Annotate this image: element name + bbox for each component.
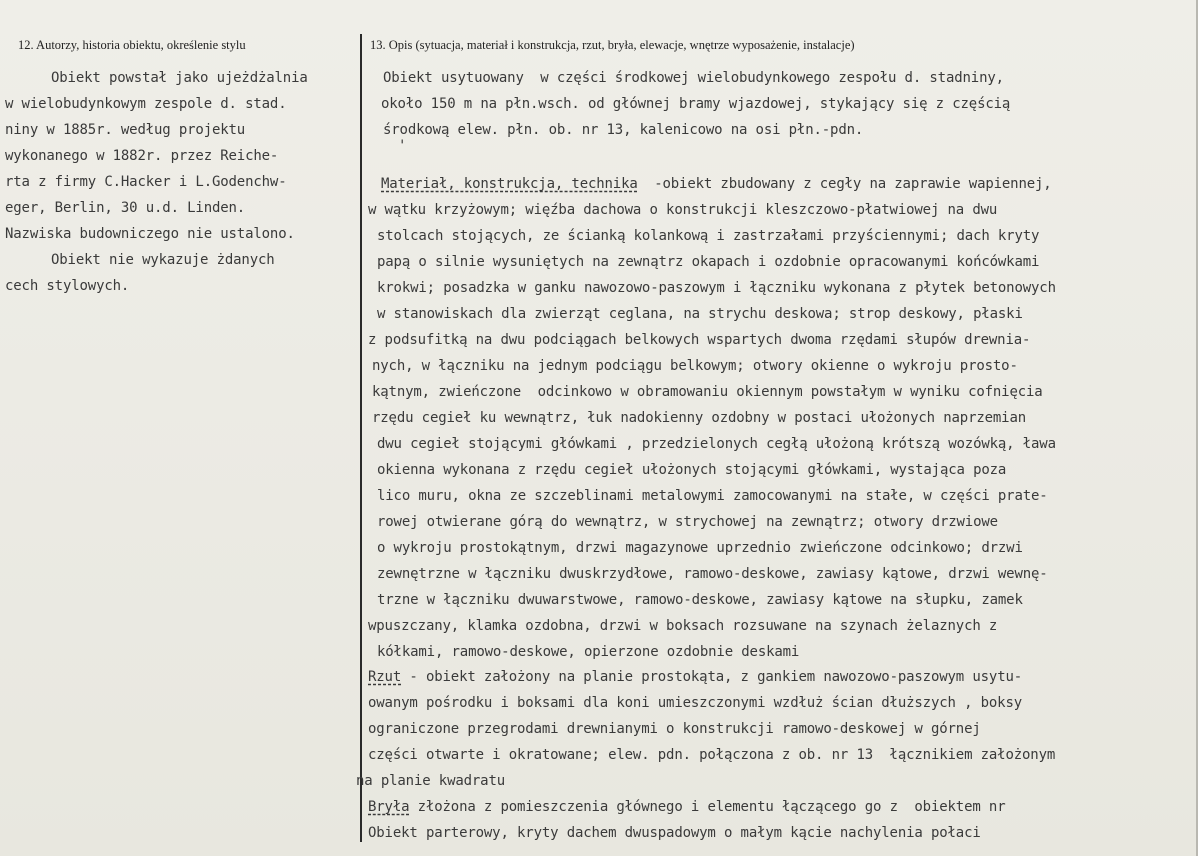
left-line: w wielobudynkowym zespole d. stad. [5,96,287,112]
right-line: w stanowiskach dla zwierząt ceglana, na strychu deskowa; strop deskowy, płaski [377,306,1023,322]
right-line: trzne w łączniku dwuwarstwowe, ramowo-deskowe, zawiasy kątowe na słupku, zamek [377,592,1023,608]
line-rest: - obiekt założony na planie prostokąta, z gankiem nawozowo-paszowym usytu- [401,669,1023,685]
right-line: Obiekt usytuowany w części środkowej wielobudynkowego zespołu d. stadniny, [383,70,1004,86]
right-line: w wątku krzyżowym; więźba dachowa o konstrukcji kleszczowo-płatwiowej na dwu [368,202,998,218]
left-line: Obiekt nie wykazuje żdanych [51,252,275,268]
right-line: papą o silnie wysuniętych na zewnątrz okapach i ozdobnie opracowanymi końcówkami [377,254,1040,270]
right-line: części otwarte i okratowane; elew. pdn. połączona z ob. nr 13 łącznikiem założonym [368,747,1056,763]
heading-rzut: Rzut [368,669,402,685]
right-line: owanym pośrodku i boksami dla koni umieszczonymi wzdłuż ścian dłuższych , boksy [368,695,1023,711]
heading-material: Materiał, konstrukcja, technika [381,176,638,192]
line-rest: -obiekt zbudowany z cegły na zaprawie wapiennej, [637,176,1052,192]
left-line: rta z firmy C.Hacker i L.Godenchw- [5,174,287,190]
right-line: kółkami, ramowo-deskowe, opierzone ozdobnie deskami [377,644,800,660]
right-line: z podsufitką na dwu podciągach belkowych wspartych dwoma rzędami słupów drewnia- [368,332,1031,348]
column-divider [360,34,362,842]
left-line: cech stylowych. [5,278,130,294]
section-13-header: 13. Opis (sytuacja, materiał i konstrukcja, rzut, bryła, elewacje, wnętrze wyposażenie, instalacje) [370,38,855,52]
right-line: kątnym, zwieńczone odcinkowo w obramowaniu okiennym powstałym w wyniku cofnięcia [372,384,1043,400]
left-line: Obiekt powstał jako ujeżdżalnia [51,70,308,86]
right-line: nych, w łączniku na jednym podciągu belkowym; otwory okienne o wykroju prosto- [372,358,1018,374]
right-line: stolcach stojących, ze ścianką kolankową i zastrzałami przyściennymi; dach kryty [377,228,1040,244]
right-line [368,799,1005,815]
heading-bryla: Bryła [368,799,410,815]
right-line: wpuszczany, klamka ozdobna, drzwi w boksach rozsuwane na szynach żelaznych z [368,618,998,634]
right-line: na planie kwadratu [356,773,506,789]
right-line [381,176,1052,192]
left-line: wykonanego w 1882r. przez Reiche- [5,148,279,164]
left-line: eger, Berlin, 30 u.d. Linden. [5,200,246,216]
right-line: krokwi; posadzka w ganku nawozowo-paszowym i łączniku wykonana z płytek betonowych [377,280,1056,296]
right-line: ograniczone przegrodami drewnianymi o konstrukcji ramowo-deskowej w górnej [368,721,981,737]
right-line: okienna wykonana z rzędu cegieł ułożonych stojącymi główkami, wystająca poza [377,462,1007,478]
right-line: lico muru, okna ze szczeblinami metalowymi zamocowanymi na stałe, w części prate- [377,488,1048,504]
right-line: rowej otwierane górą do wewnątrz, w strychowej na zewnątrz; otwory drzwiowe [377,514,998,530]
section-12-header: 12. Autorzy, historia obiektu, określenie stylu [18,38,246,52]
right-line: około 150 m na płn.wsch. od głównej bramy wjazdowej, stykający się z częścią [381,96,1011,112]
right-line: Obiekt parterowy, kryty dachem dwuspadowym o małym kącie nachylenia połaci [368,825,981,841]
right-line: o wykroju prostokątnym, drzwi magazynowe uprzednio zwieńczone odcinkowo; drzwi [377,540,1023,556]
line-rest: złożona z pomieszczenia głównego i elementu łączącego go z obiektem nr [409,799,1006,815]
left-line: Nazwiska budowniczego nie ustalono. [5,226,295,242]
right-line: środkową elew. płn. ob. nr 13, kalenicowo na osi płn.-pdn. [383,122,864,138]
right-line [368,669,1022,685]
right-line: dwu cegieł stojącymi główkami , przedzielonych cegłą ułożoną krótszą wozówką, ława [377,436,1056,452]
left-line: niny w 1885r. według projektu [5,122,246,138]
right-line: rzędu cegieł ku wewnątrz, łuk nadokienny ozdobny w postaci ułożonych naprzemian [372,410,1027,426]
right-line: zewnętrzne w łączniku dwuskrzydłowe, ramowo-deskowe, zawiasy kątowe, drzwi wewnę- [377,566,1048,582]
right-line: ' [398,138,407,154]
